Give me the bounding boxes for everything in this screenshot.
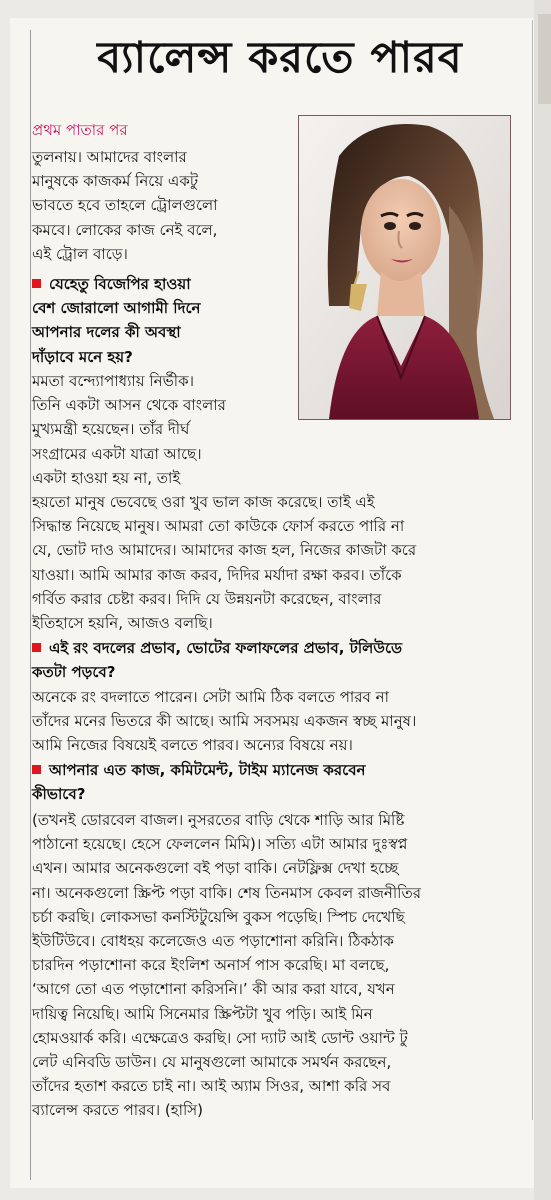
question-2 xyxy=(32,636,402,684)
answer-line: মুখ্যমন্ত্রী হয়েছেন। তাঁর দীর্ঘ xyxy=(32,420,190,439)
column-rule-right xyxy=(532,20,533,1120)
answer-line: গর্বিত করার চেষ্টা করব। দিদি যে উন্নয়নটা করেছেন, বাংলার xyxy=(32,589,382,608)
column-rule-left xyxy=(30,30,31,1180)
adjacent-page-mark xyxy=(538,14,551,104)
question-3 xyxy=(32,758,366,806)
question-line: আপনার এত কাজ, কমিটমেন্ট, টাইম ম্যানেজ করবেন xyxy=(49,761,366,779)
question-line: যেহেতু বিজেপির হাওয়া xyxy=(49,275,191,293)
answer-line: লেট এনিবডি ডাউন। যে মানুষগুলো আমাকে সমর্থন করছেন, xyxy=(32,1052,392,1071)
answer-line: তাঁদের মনের ভিতরে কী আছে। আমি সবসময় একজন স্বচ্ছ মানুষ। xyxy=(32,712,417,731)
adjacent-page-edge xyxy=(534,0,551,1200)
answer-line: হয়তো মানুষ ভেবেছে ওরা খুব ভাল কাজ করেছে। তাই এই xyxy=(32,493,375,511)
question-line: আপনার দলের কী অবস্থা xyxy=(32,323,181,342)
answer-1-narrow xyxy=(32,369,226,490)
question-line: কতটা পড়বে? xyxy=(32,663,116,682)
answer-line: অনেকে রং বদলাতে পারেন। সেটা আমি ঠিক বলতে পারব না xyxy=(32,688,389,706)
intro-line: মানুষকে কাজকর্ম নিয়ে একটু xyxy=(32,172,199,191)
answer-line: (তখনই ডোরবেল বাজল। নুসরতের বাড়ি থেকে শাড়ি আর মিষ্টি xyxy=(32,811,405,829)
question-line: দাঁড়াবে মনে হয়? xyxy=(32,347,133,366)
intro-line: কমবে। লোকের কাজ নেই বলে, xyxy=(32,220,218,239)
answer-line: যাওয়া। আমি আমার কাজ করব, দিদির মর্যাদা রক্ষা করব। তাঁকে xyxy=(32,565,402,584)
answer-line: এখন। আমার অনেকগুলো বই পড়া বাকি। নেটফ্লিক্স দেখা হচ্ছে xyxy=(32,859,399,878)
answer-line: সংগ্রামের একটা যাত্রা আছে। xyxy=(32,444,202,463)
question-line: বেশ জোরালো আগামী দিনে xyxy=(32,299,201,318)
answer-line: ইতিহাসে হয়নি, আজও বলছি। xyxy=(32,613,213,632)
answer-line: দায়িত্ব নিয়েছি। আমি সিনেমার স্ক্রিপ্টটা খুব পড়ি। আই মিন xyxy=(32,1004,373,1023)
intro-line: তুলনায়। আমাদের বাংলার xyxy=(32,148,187,166)
answer-line: ইউটিউবে। বোধহয় কলেজেও এত পড়াশোনা করিনি। ঠিকঠাক xyxy=(32,931,394,950)
question-line: এই রং বদলের প্রভাব, ভোটের ফলাফলের প্রভাব, টলিউডে xyxy=(49,639,403,657)
answer-line: সিদ্ধান্ত নিয়েছে মানুষ। আমরা তো কাউকে ফোর্স করতে পারি না xyxy=(32,517,405,536)
question-marker-icon xyxy=(32,643,41,652)
answer-line: চর্চা করছি। লোকসভা কনস্টিটুয়েন্সি বুকস পড়েছি। স্পিচ দেখেছি xyxy=(32,907,405,926)
question-marker-icon xyxy=(32,279,41,288)
portrait-photo xyxy=(298,115,511,420)
answer-line: মমতা বন্দ্যোপাধ্যায় নির্ভীক। xyxy=(32,372,194,390)
continued-from-front-page-label: প্রথম পাতার পর xyxy=(32,121,128,139)
intro-line: এই ট্রোল বাড়ে। xyxy=(32,244,128,263)
intro-line: ভাবতে হবে তাহলে ট্রোলগুলো xyxy=(32,196,218,215)
answer-line: ব্যালেন্স করতে পারব। (হাসি) xyxy=(32,1101,204,1120)
answer-line: হোমওয়ার্ক করি। এক্ষেত্রেও করছি। সো দ্যাট আই ডোন্ট ওয়ান্ট টু xyxy=(32,1028,408,1047)
question-1 xyxy=(32,272,200,369)
answer-3 xyxy=(32,808,421,1122)
answer-line: না। অনেকগুলো স্ক্রিপ্ট পড়া বাকি। শেষ তিনমাস কেবল রাজনীতির xyxy=(32,883,421,902)
answer-line: চারদিন পড়াশোনা করে ইংলিশ অনার্স পাস করেছি। মা বলছে, xyxy=(32,956,390,975)
answer-1-wide xyxy=(32,490,416,635)
answer-line: ‘আগে তো এত পড়াশোনা করিসনি।’ কী আর করা যাবে, যখন xyxy=(32,980,395,999)
intro-paragraph xyxy=(32,145,218,266)
answer-line: পাঠানো হয়েছে। হেসে ফেললেন মিমি)। সত্যি এটা আমার দুঃস্বপ্ন xyxy=(32,835,408,854)
answer-line: যে, ভোট দাও আমাদের। আমাদের কাজ হল, নিজের কাজটা করে xyxy=(32,541,417,560)
answer-line: আমি নিজের বিষয়েই বলতে পারব। অন্যের বিষয়ে নয়। xyxy=(32,736,353,755)
portrait-photo-icon xyxy=(299,116,510,419)
answer-line: একটা হাওয়া হয় না, তাই xyxy=(32,468,181,487)
answer-line: তিনি একটা আসন থেকে বাংলার xyxy=(32,396,226,415)
question-line: কীভাবে? xyxy=(32,785,86,804)
article-headline: ব্যালেন্স করতে পারব xyxy=(97,33,463,83)
answer-2 xyxy=(32,685,416,758)
question-marker-icon xyxy=(32,765,41,774)
answer-line: তাঁদের হতাশ করতে চাই না। আই অ্যাম সিওর, আশা করি সব xyxy=(32,1077,391,1096)
